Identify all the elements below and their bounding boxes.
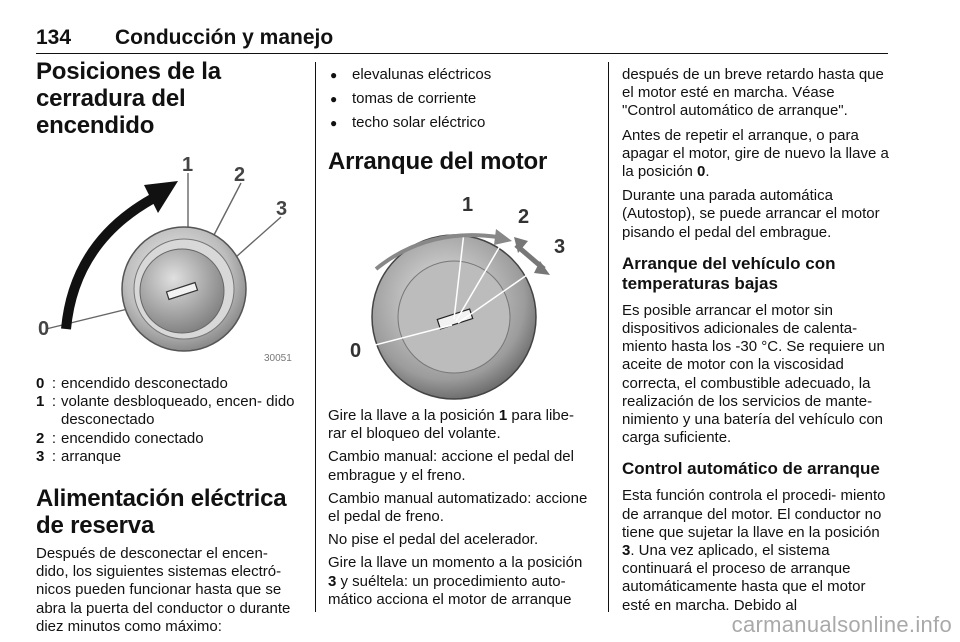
figure-legend xyxy=(36,375,304,466)
column-divider-1 xyxy=(315,62,316,612)
figure-code: 30051 xyxy=(264,353,292,364)
figure-label-1: 1 xyxy=(182,154,194,176)
start-figure-label-2: 2 xyxy=(518,206,530,228)
auto-start-paragraph: Esta función controla el procedi- miento de arranque del motor. El conductor no tiene que sujetar la llave en la posición 3. Una vez aplicado, el sistema continuará el proceso de arranque automáticamente hasta que el motor esté en marcha. Debido al xyxy=(622,487,886,614)
legend-text: encendido desconectado xyxy=(61,375,228,392)
page-header xyxy=(36,24,888,54)
legend-key: 0 xyxy=(36,375,45,392)
legend-item: 0 : encendido desconectado xyxy=(36,375,304,393)
engine-start-step-3: Cambio manual automatizado: accione el pedal de freno. xyxy=(328,489,588,526)
legend-text: encendido conectado xyxy=(61,429,204,447)
section-heading-ignition-positions: Posiciones de la cerradura del encendido xyxy=(36,58,221,139)
legend-key: 2 xyxy=(36,429,45,447)
engine-start-step-4: No pise el pedal del acelerador. xyxy=(328,531,539,549)
list-item: ● elevalunas eléctricos xyxy=(328,66,592,84)
column-3 xyxy=(622,58,890,615)
start-figure-label-0: 0 xyxy=(350,340,362,362)
engine-start-step-2: Cambio manual: accione el pedal del embrague y el freno. xyxy=(328,448,574,484)
watermark: carmanualsonline.info xyxy=(731,612,952,637)
page-number: 134 xyxy=(36,26,72,49)
legend-text: volante desbloqueado, encen- dido desconectado xyxy=(61,393,295,429)
autostop-paragraph: Durante una parada automática (Autostop), se puede arrancar el motor pisando el pedal del embrague. xyxy=(622,187,880,241)
start-figure-label-1: 1 xyxy=(462,194,474,216)
engine-start-step-5: Gire la llave un momento a la posición 3 y suéltela: un procedimiento auto- mático acciona el motor de arranque xyxy=(328,554,583,608)
section-heading-backup-power: Alimentación eléctrica de reserva xyxy=(36,485,287,540)
chapter-title: Conducción y manejo xyxy=(115,26,334,49)
figure-label-2: 2 xyxy=(234,164,246,186)
backup-power-paragraph: Después de desconectar el encen- dido, los siguientes sistemas electró- nicos pueden funcionar hasta que se abra la puerta del conductor o durante diez minutos como máximo: xyxy=(36,545,291,635)
list-item: ● techo solar eléctrico xyxy=(328,114,592,132)
subheading-auto-start-control: Control automático de arranque xyxy=(622,459,880,479)
column-divider-2 xyxy=(608,62,609,612)
column-2 xyxy=(328,58,592,609)
list-item: ● tomas de corriente xyxy=(328,90,592,108)
start-figure-label-3: 3 xyxy=(554,236,566,258)
figure-label-0: 0 xyxy=(38,318,50,340)
legend-item: 2 : encendido conectado xyxy=(36,430,304,448)
legend-text: arranque xyxy=(61,447,122,465)
restart-paragraph: Antes de repetir el arranque, o para apagar el motor, gire de nuevo la llave a la posición 0. xyxy=(622,126,889,181)
figure-label-3: 3 xyxy=(276,198,288,220)
subheading-cold-start: Arranque del vehículo con temperaturas bajas xyxy=(622,253,836,293)
column-1 xyxy=(36,58,304,636)
engine-start-figure xyxy=(328,189,592,401)
engine-start-step-1: Gire la llave a la posición 1 para libe- rar el bloqueo del volante. xyxy=(328,407,574,443)
backup-systems-list xyxy=(328,66,592,132)
continuation-paragraph: después de un breve retardo hasta que el motor esté en marcha. Véase "Control automático de arranque". xyxy=(622,66,884,120)
legend-key: 1 xyxy=(36,393,45,411)
legend-key: 3 xyxy=(36,447,45,465)
section-heading-engine-start: Arranque del motor xyxy=(328,148,548,175)
cold-start-paragraph: Es posible arrancar el motor sin dispositivos adicionales de calenta- miento hasta los -30 °C. Se requiere un aceite de motor con la viscosidad correcta, el combustible adecuado, la realización de los servicios de mante- nimiento y una batería del vehículo con carga suficiente. xyxy=(622,301,885,447)
ignition-lock-figure xyxy=(36,151,304,367)
legend-item: 3 : arranque xyxy=(36,448,304,466)
legend-item: 1 : volante desbloqueado, encen- dido desconectado xyxy=(36,393,304,429)
